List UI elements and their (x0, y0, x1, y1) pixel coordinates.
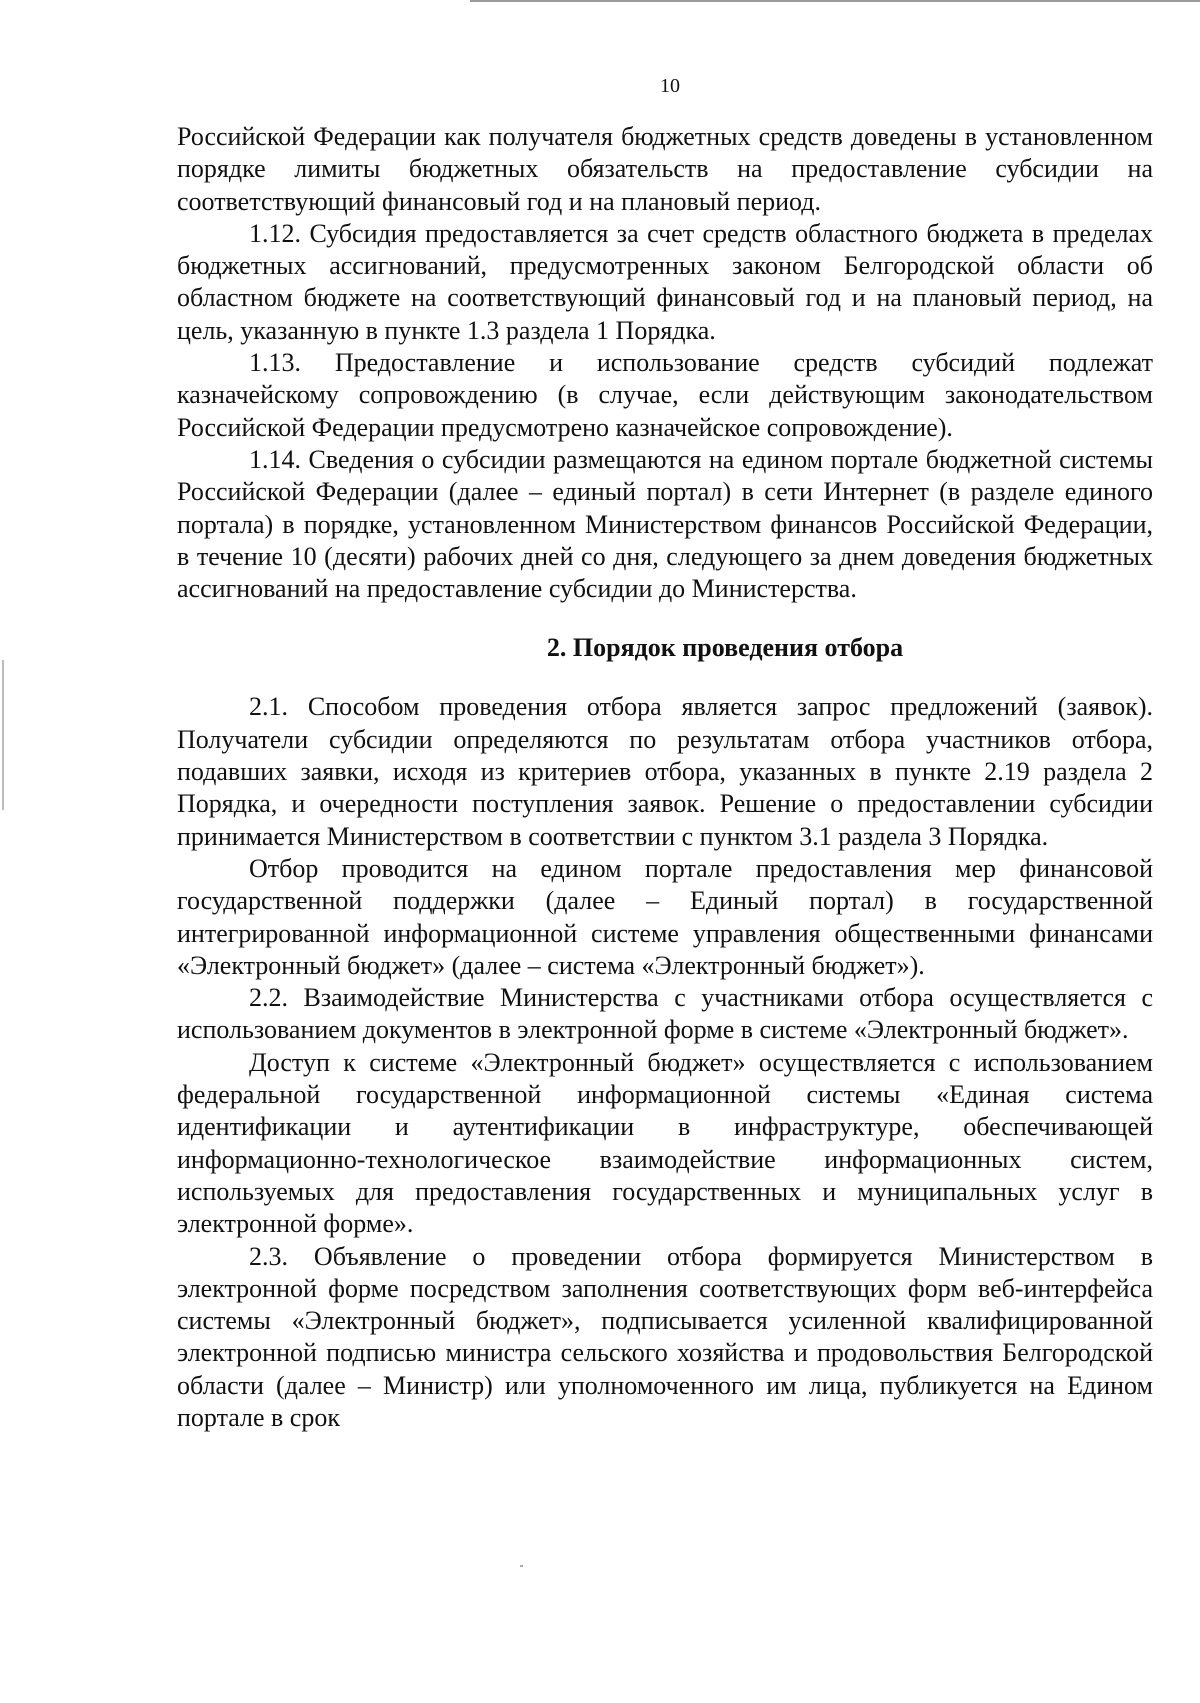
paragraph: 1.12. Субсидия предоставляется за счет средств областного бюджета в пределах бюджетных ассигнований, предусмотренных законом Белгородской области об областном бюджете на соответствующий финансовый год и на плановый период, на цель, указанную в пункте 1.3 раздела 1 Порядка. (177, 218, 1153, 345)
document-body (177, 121, 1153, 1434)
paragraph: 1.14. Сведения о субсидии размещаются на едином портале бюджетной системы Российской Федерации (далее – единый портал) в сети Интернет (в разделе единого портала) в порядке, установленном Министерством финансов Российской Федерации, в течение 10 (десяти) рабочих дней со дня, следующего за днем доведения бюджетных ассигнований на предоставление субсидии до Министерства. (177, 444, 1153, 604)
scan-edge-top (470, 0, 1200, 2)
paragraph: Российской Федерации как получателя бюджетных средств доведены в установленном порядке лимиты бюджетных обязательств на предоставление субсидии на соответствующий финансовый год и на плановый период. (177, 122, 1153, 216)
paragraph: Отбор проводится на едином портале предоставления мер финансовой государственной поддержки (далее – Единый портал) в государственной интегрированной информационной системе управления общественными финансами «Электронный бюджет» (далее – система «Электронный бюджет»). (177, 853, 1153, 980)
section-heading: 2. Порядок проведения отбора (546, 633, 904, 663)
paragraph: Доступ к системе «Электронный бюджет» осуществляется с использованием федеральной государственной информационной системы «Единая система идентификации и аутентификации в инфраструктуре, обеспечивающей информационно-технологическое взаимодействие информационных систем, используемых для предоставления государственных и муниципальных услуг в электронной форме». (177, 1047, 1153, 1239)
scan-edge-left (2, 660, 4, 810)
paragraph: 2.2. Взаимодействие Министерства с участниками отбора осуществляется с использованием документов в электронной форме в системе «Электронный бюджет». (177, 983, 1153, 1045)
paragraph: 2.1. Способом проведения отбора является запрос предложений (заявок). Получатели субсидии определяются по результатам отбора участников отбора, подавших заявки, исходя из критериев отбора, указанных в пункте 2.19 раздела 2 Порядка, и очередности поступления заявок. Решение о предоставлении субсидии принимается Министерством в соответствии с пунктом 3.1 раздела 3 Порядка. (177, 692, 1153, 851)
paragraph: 1.13. Предоставление и использование средств субсидий подлежат казначейскому сопровождению (в случае, если действующим законодательством Российской Федерации предусмотрено казначейское сопровождение). (177, 348, 1153, 442)
scan-speck (520, 1565, 523, 1567)
paragraph: 2.3. Объявление о проведении отбора формируется Министерством в электронной форме посредством заполнения соответствующих форм веб-интерфейса системы «Электронный бюджет», подписывается усиленной квалифицированной электронной подписью министра сельского хозяйства и продовольствия Белгородской области (далее – Министр) или уполномоченного им лица, публикуется на Едином портале в срок (177, 1241, 1153, 1432)
page-number: 10 (660, 75, 680, 97)
